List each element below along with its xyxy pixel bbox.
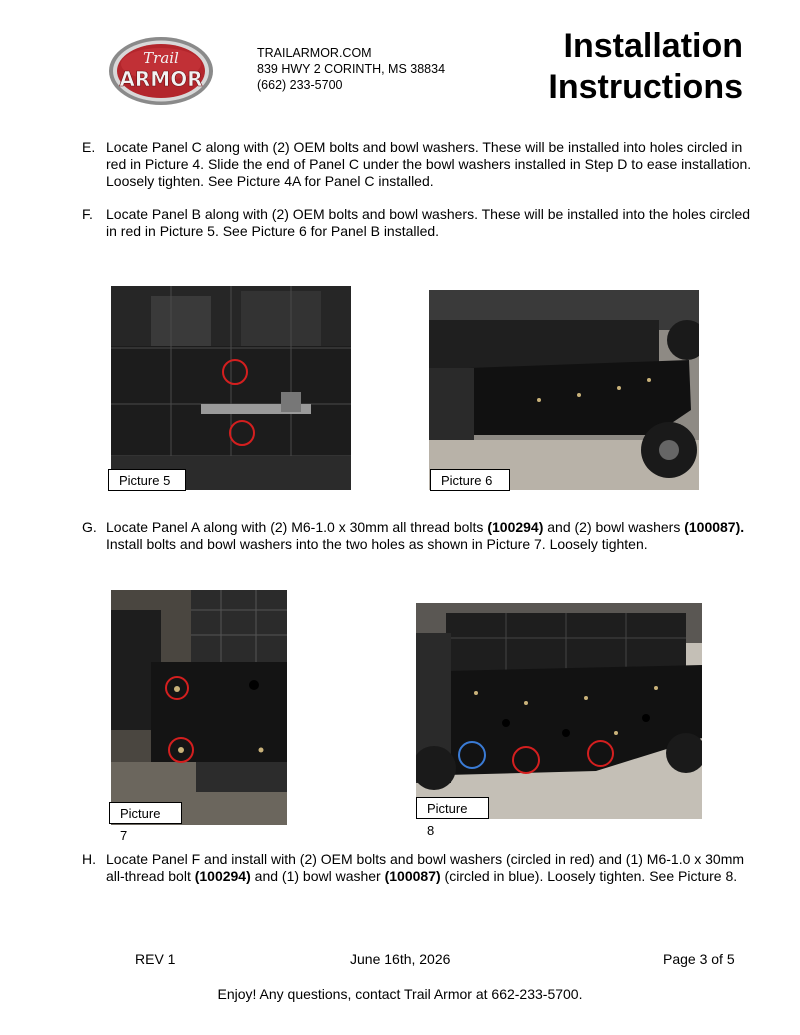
step-text: Locate Panel F and install with (2) OEM bolts and bowl washers (circled in red) and (1) M6-1.0 x 30mm all-thread bolt (100294) and (1) bowl washer (100087) (circled in blue). Loosely tighten. See Picture 8. (106, 851, 745, 884)
step-text: Locate Panel C along with (2) OEM bolts and bowl washers. These will be installed into holes circled in red in Picture 4. Slide the end of Panel C under the bowl washers installed in Step D to ease installation. Loosely tighten. See Picture 4A for Panel C installed. (106, 139, 752, 189)
picture-7-caption: Picture 7 (109, 802, 182, 824)
revision-label: REV 1 (135, 951, 176, 967)
part-number: (100294) (194, 868, 251, 884)
red-circle-marker (168, 737, 194, 763)
picture-5-caption: Picture 5 (108, 469, 186, 491)
picture-8 (416, 603, 702, 819)
step-f (82, 206, 752, 240)
step-e (82, 139, 752, 190)
svg-text:Trail: Trail (143, 49, 179, 67)
picture-8-caption: Picture 8 (416, 797, 489, 819)
part-number: (100294) (487, 519, 544, 535)
red-circle-marker (229, 420, 255, 446)
step-letter: F. (82, 206, 93, 222)
red-circle-marker (222, 359, 248, 385)
step-g (82, 519, 752, 553)
step-text: Locate Panel B along with (2) OEM bolts and bowl washers. These will be installed into the holes circled in red in Picture 5. See Picture 6 for Panel B installed. (106, 206, 751, 239)
contact-note: Enjoy! Any questions, contact Trail Armor at 662-233-5700. (217, 986, 583, 1002)
red-circle-marker (587, 740, 614, 767)
picture-5 (111, 286, 351, 490)
picture-6 (429, 290, 699, 490)
company-address: 839 HWY 2 CORINTH, MS 38834 (257, 62, 446, 76)
step-letter: E. (82, 139, 96, 155)
part-number: (100087). (684, 519, 745, 535)
blue-circle-marker (458, 741, 486, 769)
page-number: Page 3 of 5 (663, 951, 735, 967)
red-circle-marker (165, 676, 189, 700)
trail-armor-logo (108, 36, 214, 106)
step-letter: G. (82, 519, 97, 535)
company-phone: (662) 233-5700 (257, 78, 343, 92)
company-website: TRAILARMOR.COM (257, 46, 372, 60)
step-h (82, 851, 752, 885)
svg-text:ARMOR: ARMOR (119, 67, 203, 91)
footer-date: June 16th, 2026 (350, 951, 451, 967)
part-number: (100087) (384, 868, 441, 884)
red-circle-marker (512, 746, 540, 774)
picture-7 (111, 590, 287, 825)
step-letter: H. (82, 851, 96, 867)
step-text: Locate Panel A along with (2) M6-1.0 x 30mm all thread bolts (100294) and (2) bowl washers (100087). Install bolts and bowl washers into the two holes as shown in Picture 7. Loosely tighten. (106, 519, 745, 552)
company-info (257, 45, 445, 93)
page-title: Installation Instructions (548, 27, 743, 106)
picture-6-caption: Picture 6 (430, 469, 510, 491)
